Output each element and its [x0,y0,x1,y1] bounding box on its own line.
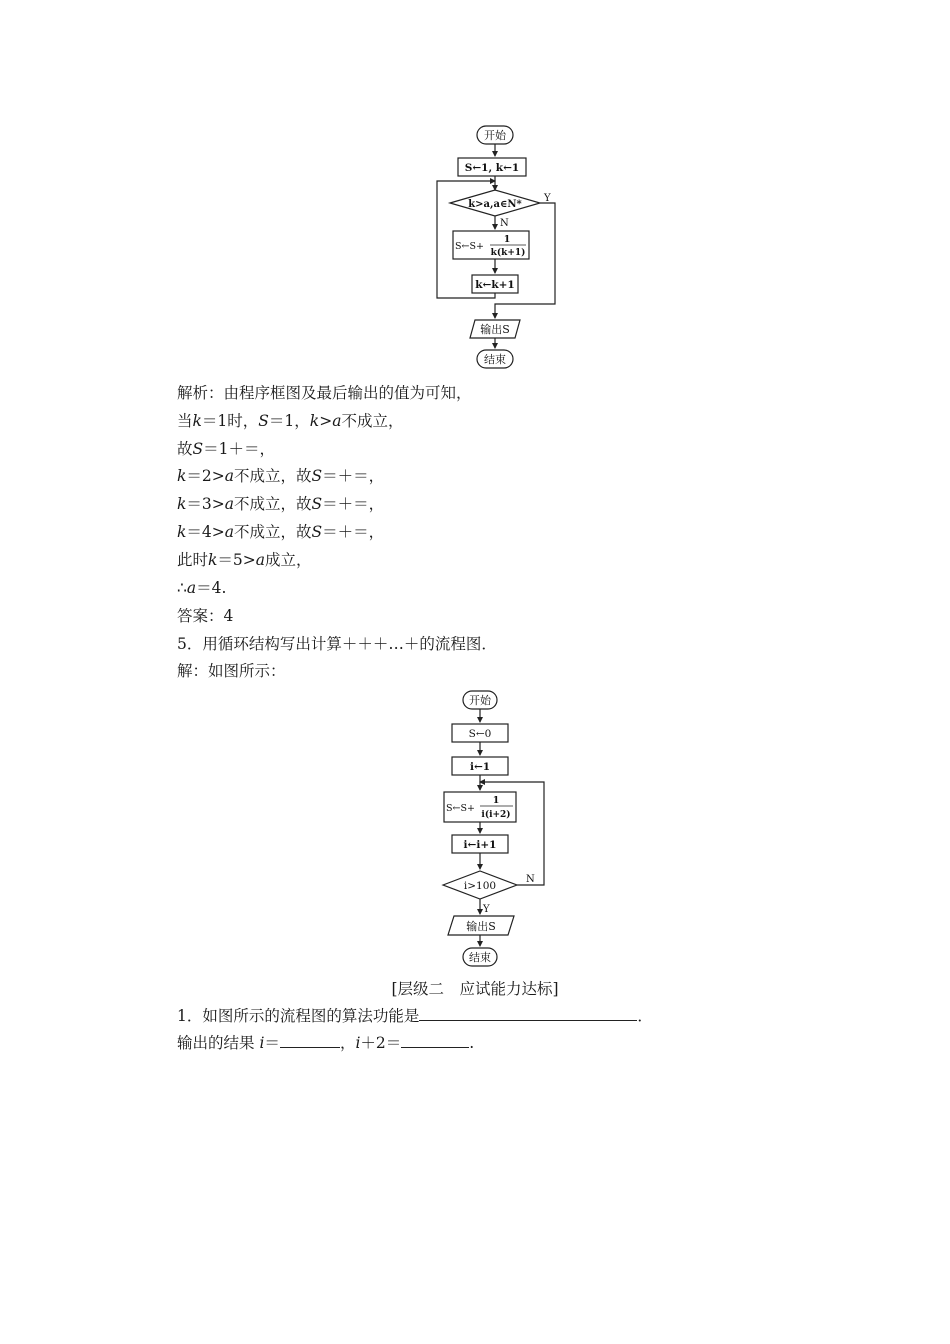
start-label: 开始 [484,129,506,142]
update-prefix: S←S+ [455,241,484,252]
solution-line-5: k＝3>a不成立，故S＝＋＝， [177,495,385,513]
question-5: 5．用循环结构写出计算＋＋＋…＋的流程图． [177,635,497,653]
increment-label-2: i←i+1 [463,839,497,851]
solution-line-4: k＝2>a不成立，故S＝＋＝， [177,467,385,485]
solution-line-6: k＝4>a不成立，故S＝＋＝， [177,523,385,541]
section-heading: [层级二 应试能力达标] [391,980,559,998]
yes-label: Y [544,193,551,204]
end-label-2: 结束 [469,951,491,964]
answer-blank-2[interactable] [280,1033,340,1048]
solution-intro: 解：如图所示： [177,662,286,680]
update-prefix-2: S←S+ [446,803,475,814]
solution-line-7: 此时k＝5>a成立， [177,551,312,569]
update-numerator-2: 1 [492,795,500,806]
answer-blank-3[interactable] [401,1033,469,1048]
init-label: S←1, k←1 [464,162,520,174]
end-label: 结束 [484,353,506,366]
output-label-2: 输出S [466,920,496,933]
init-i-label: i←1 [469,761,491,773]
update-numerator: 1 [503,234,511,245]
flowchart-1 [420,118,580,378]
answer-blank-1[interactable] [419,1006,637,1021]
no-label-2: N [526,874,535,885]
solution-line-1: 解析：由程序框图及最后输出的值为可知， [177,384,472,402]
question-1-line-1: 1．如图所示的流程图的算法功能是 ． [177,1007,653,1025]
start-label-2: 开始 [469,694,491,707]
increment-label: k←k+1 [475,279,515,291]
no-label: N [500,218,509,229]
flowchart-2 [420,685,580,975]
condition-label: k>a,a∈N* [468,199,522,210]
condition-label-2: i>100 [463,880,497,892]
answer-line: 答案：4 [177,607,234,625]
solution-line-2: 当k＝1时，S＝1，k>a不成立， [177,412,404,430]
update-denominator-2: i(i+2) [481,810,511,820]
question-1-line-2: 输出的结果 i＝ ，i＋2＝ . [177,1034,475,1052]
update-denominator: k(k+1) [490,248,526,258]
yes-label-2: Y [483,904,490,915]
solution-line-3: 故S＝1＋＝， [177,440,276,458]
init-s-label: S←0 [468,728,492,740]
solution-line-8: ∴a＝4. [177,579,227,597]
output-label: 输出S [480,323,510,336]
